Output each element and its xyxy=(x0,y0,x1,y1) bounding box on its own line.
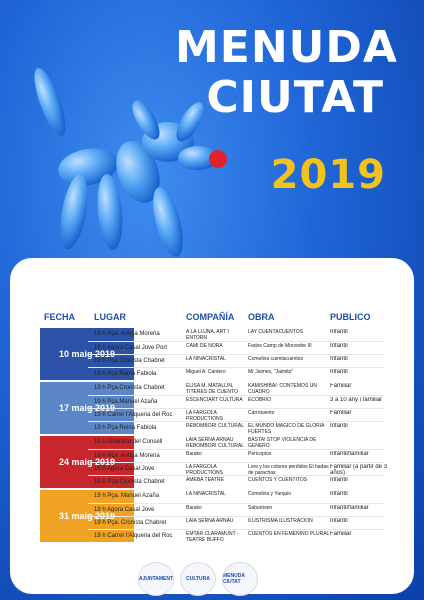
cell-lugar: 19 h Pça.Manuel Azaña xyxy=(94,399,158,405)
table-row xyxy=(88,529,384,541)
table-row xyxy=(88,436,384,448)
cell-obra: Mr Jaimes, "Jaimito" xyxy=(248,369,294,375)
cell-obra: CUENTOS Y CUENTITOS xyxy=(248,477,308,483)
table-row xyxy=(88,462,388,476)
cell-obra: Lore y los colores perdidos El hadas de parachas xyxy=(248,464,329,476)
table-row xyxy=(88,516,384,528)
cell-lugar: 19 h Albereda del Consell xyxy=(94,439,163,445)
table-row xyxy=(88,490,384,502)
table-header xyxy=(0,312,424,326)
cell-obra: EL MUNDO MAGICO DE GLORIA FUERTES xyxy=(248,423,325,435)
cell-obra: Fados Camp de Morvedre III xyxy=(248,343,312,349)
table-row xyxy=(88,503,384,515)
cell-compania: LA FARGOLA PRODUCTIONS xyxy=(186,464,223,476)
cell-publico: Infantil xyxy=(330,343,348,349)
table-row xyxy=(88,328,384,340)
header-compania: COMPAÑÍA xyxy=(186,312,235,322)
cell-publico: Infantil xyxy=(330,356,348,362)
title-line-1: MENUDA xyxy=(175,22,398,73)
header-lugar: LUGAR xyxy=(94,312,126,322)
cell-lugar: 19 h Pça.Cronista Chabret xyxy=(94,358,165,364)
date-label: 10 maig 2019 xyxy=(58,349,116,359)
cell-obra: Saburrisen xyxy=(248,505,273,511)
cell-publico: Infantil xyxy=(330,491,348,497)
table-row xyxy=(88,475,384,487)
table-row xyxy=(88,367,384,379)
table-row xyxy=(88,449,384,461)
red-nose-icon xyxy=(209,150,227,168)
cell-compania: REBOMBORI CULTURAL xyxy=(186,423,244,429)
cell-compania: A LA LLUNA, ART I ENTORN xyxy=(186,329,229,341)
cell-compania: CAMI DE NORA xyxy=(186,343,223,349)
cell-obra: ILUSTRISMA ILUSTRACION xyxy=(248,518,313,524)
header-obra: OBRA xyxy=(248,312,275,322)
city-seal-icon: AJUNTAMENT xyxy=(138,562,174,596)
cell-compania: Barako xyxy=(186,505,202,511)
cell-compania: ESCENCIART CULTURA xyxy=(186,397,243,403)
cell-publico: Infantil xyxy=(330,329,348,335)
cell-obra: Carrotuento xyxy=(248,410,275,416)
title-line-2: CIUTAT xyxy=(206,72,384,123)
cell-lugar: 19 h Carrer l'Alqueria del Roc xyxy=(94,533,173,539)
cell-compania: ELISA M. MATALLÍN, TITERES DE CUENTO xyxy=(186,383,238,395)
cell-obra: BASTA! STOP VIOLENCIA DE GENERO xyxy=(248,437,317,449)
cell-publico: Infantil xyxy=(330,369,348,375)
cell-publico: Infantil xyxy=(330,477,348,483)
cell-obra: ECOBRIO xyxy=(248,397,272,403)
cell-obra: CUENTOS EN FEMENINO PLURAL xyxy=(248,531,330,537)
title-year: 2019 xyxy=(270,152,386,198)
cell-compania: LA NIÑACRISTAL xyxy=(186,491,226,497)
cell-lugar: 19 h Pça. Antiga Moreria xyxy=(94,331,160,337)
cell-lugar: 19 h Pça Reina Fabiola xyxy=(94,371,157,377)
cell-publico: Infantil/familiar xyxy=(330,505,369,511)
cell-lugar: 19 h Pça.Cronista Chabret xyxy=(94,385,165,391)
cell-publico: Infantil xyxy=(330,518,348,524)
cell-compania: Barako xyxy=(186,451,202,457)
cell-lugar: 19 h Pça Reina Fabiola xyxy=(94,425,157,431)
cell-publico: Familiar xyxy=(330,383,352,389)
cell-publico: 3 a 10 any i familiar xyxy=(330,397,383,403)
cell-publico: Infantil/familiar xyxy=(330,451,369,457)
cell-lugar: 19 h Pça.Cronista Chabret xyxy=(94,479,165,485)
cell-compania: LAIA SERNA ARNAU xyxy=(186,518,234,524)
cell-obra: Pericopios xyxy=(248,451,272,457)
cell-compania: LA FARGOLA PRODUCTIONS xyxy=(186,410,223,422)
cell-lugar: 19 h Agora Casal Jove xyxy=(94,466,155,472)
cell-obra: Comelina y Yarquin xyxy=(248,491,292,497)
cell-compania: LAIA SERNA ARNAU REBOMBORI CULTURAL xyxy=(186,437,244,449)
cell-lugar: 19 h Agora Casal Jove Port xyxy=(94,345,168,351)
cell-compania: EMTAR CLARAMUNT - TEATRE BUFFO xyxy=(186,531,239,543)
cell-publico: Infantil xyxy=(330,423,348,429)
table-row xyxy=(88,395,384,407)
cell-lugar: 19 h Pça. Cronista Chabret xyxy=(94,520,167,526)
table-row xyxy=(88,382,384,394)
table-row xyxy=(88,341,384,353)
date-label: 17 maig 2019 xyxy=(58,403,116,413)
cell-publico: Familiar xyxy=(330,410,352,416)
cell-obra: KAMISHIBAI: CONTEMOS UN CUADRO xyxy=(248,383,317,395)
balloon-dog-illustration xyxy=(18,62,238,272)
festival-logo-icon: MENUDA CIUTAT xyxy=(222,562,258,596)
header-publico: PUBLICO xyxy=(330,312,371,322)
cell-obra: LAY CUENTACUENTOS xyxy=(248,329,303,335)
table-row xyxy=(88,354,384,366)
date-label: 24 maig 2019 xyxy=(58,457,116,467)
balloon-dog-icon xyxy=(28,65,218,260)
date-label: 31 maig 2019 xyxy=(58,511,116,521)
table-row xyxy=(88,421,384,433)
cell-lugar: 19 h Pça. Manuel Azaña xyxy=(94,493,160,499)
cell-compania: AMEBA TEATRE xyxy=(186,477,224,483)
cell-publico: Familiar (a partir de 3 años) xyxy=(330,464,388,476)
footer-logos xyxy=(0,562,424,596)
cell-obra: Comelina cuentacuentos xyxy=(248,356,304,362)
cell-lugar: 19 h Pça. Antiga Moreria xyxy=(94,453,160,459)
cell-lugar: 19 h Carrer l'Alqueria del Roc xyxy=(94,412,173,418)
cell-compania: Miguel A. Cantero xyxy=(186,369,226,375)
table-row xyxy=(88,408,384,420)
culture-logo-icon: CULTURA xyxy=(180,562,216,596)
cell-lugar: 19 h Agora Casal Jove xyxy=(94,507,155,513)
cell-compania: LA NIÑACRISTAL xyxy=(186,356,226,362)
header-fecha: FECHA xyxy=(44,312,75,322)
cell-publico: Familiar xyxy=(330,531,352,537)
